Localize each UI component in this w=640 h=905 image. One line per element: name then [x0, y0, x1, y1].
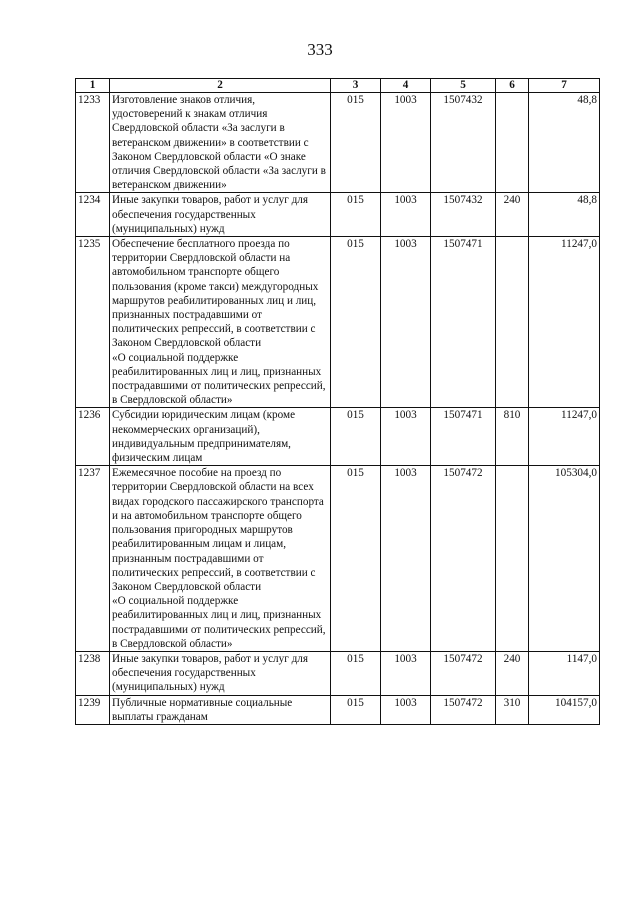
row-number: 1237	[76, 466, 110, 652]
row-col-6	[496, 93, 529, 193]
row-col-6	[496, 466, 529, 652]
row-col-3: 015	[331, 466, 381, 652]
header-col-1: 1	[76, 79, 110, 93]
row-col-6: 240	[496, 193, 529, 237]
row-number: 1234	[76, 193, 110, 237]
row-description: Иные закупки товаров, работ и услуг для обеспечения государственных (муниципальных) нужд	[110, 651, 331, 695]
row-description: Изготовление знаков отличия, удостоверений к знакам отличия Свердловской области «За заслуги в ветеранском движении» в соответствии с Законом Свердловской области «О знаке отличия Свердловской области «За заслуги в ветеранском движении»	[110, 93, 331, 193]
header-col-3: 3	[331, 79, 381, 93]
row-col-4: 1003	[381, 695, 431, 724]
row-col-4: 1003	[381, 93, 431, 193]
table-body	[76, 93, 600, 725]
row-col-6: 310	[496, 695, 529, 724]
row-col-4: 1003	[381, 193, 431, 237]
table-row	[76, 237, 600, 408]
row-col-3: 015	[331, 651, 381, 695]
row-col-5: 1507472	[431, 651, 496, 695]
header-col-6: 6	[496, 79, 529, 93]
header-col-7: 7	[529, 79, 600, 93]
row-number: 1233	[76, 93, 110, 193]
row-col-6: 810	[496, 408, 529, 466]
row-amount: 105304,0	[529, 466, 600, 652]
row-col-5: 1507471	[431, 408, 496, 466]
row-description: Иные закупки товаров, работ и услуг для обеспечения государственных (муниципальных) нужд	[110, 193, 331, 237]
row-number: 1238	[76, 651, 110, 695]
row-description: Публичные нормативные социальные выплаты гражданам	[110, 695, 331, 724]
row-col-3: 015	[331, 93, 381, 193]
row-amount: 48,8	[529, 193, 600, 237]
row-col-6	[496, 237, 529, 408]
row-amount: 1147,0	[529, 651, 600, 695]
row-col-5: 1507471	[431, 237, 496, 408]
table-row	[76, 695, 600, 724]
row-col-4: 1003	[381, 237, 431, 408]
row-col-4: 1003	[381, 651, 431, 695]
row-description: Ежемесячное пособие на проезд по территории Свердловской области на всех видах городского пассажирского транспорта и на автомобильном транспорте общего пользования пригородных маршрутов реабилитированным лицам и лицам, признанным пострадавшими от политических репрессий, в соответствии с Законом Свердловской области «О социальной поддержке реабилитированных лиц и лиц, признанных пострадавшими от политических репрессий, в Свердловской области»	[110, 466, 331, 652]
row-col-3: 015	[331, 695, 381, 724]
row-amount: 104157,0	[529, 695, 600, 724]
row-amount: 11247,0	[529, 237, 600, 408]
row-col-5: 1507472	[431, 466, 496, 652]
header-row	[76, 79, 600, 93]
row-description: Субсидии юридическим лицам (кроме некоммерческих организаций), индивидуальным предпринимателям, физическим лицам	[110, 408, 331, 466]
row-col-6: 240	[496, 651, 529, 695]
row-number: 1235	[76, 237, 110, 408]
table-row	[76, 193, 600, 237]
page-number: 333	[307, 40, 333, 59]
row-amount: 11247,0	[529, 408, 600, 466]
row-col-5: 1507472	[431, 695, 496, 724]
table-row	[76, 408, 600, 466]
header-col-4: 4	[381, 79, 431, 93]
row-col-3: 015	[331, 193, 381, 237]
header-col-2: 2	[110, 79, 331, 93]
row-col-3: 015	[331, 237, 381, 408]
row-col-5: 1507432	[431, 193, 496, 237]
row-number: 1236	[76, 408, 110, 466]
table-row	[76, 466, 600, 652]
table-header	[76, 79, 600, 93]
table-row	[76, 93, 600, 193]
row-amount: 48,8	[529, 93, 600, 193]
row-col-5: 1507432	[431, 93, 496, 193]
row-col-4: 1003	[381, 408, 431, 466]
row-col-3: 015	[331, 408, 381, 466]
row-description: Обеспечение бесплатного проезда по территории Свердловской области на автомобильном транспорте общего пользования (кроме такси) междугородных маршрутов реабилитированных лиц и лиц, признанных пострадавшими от политических репрессий, в соответствии с Законом Свердловской области «О социальной поддержке реабилитированных лиц и лиц, признанных пострадавшими от политических репрессий, в Свердловской области»	[110, 237, 331, 408]
budget-table	[75, 78, 600, 725]
row-number: 1239	[76, 695, 110, 724]
table-row	[76, 651, 600, 695]
row-col-4: 1003	[381, 466, 431, 652]
header-col-5: 5	[431, 79, 496, 93]
